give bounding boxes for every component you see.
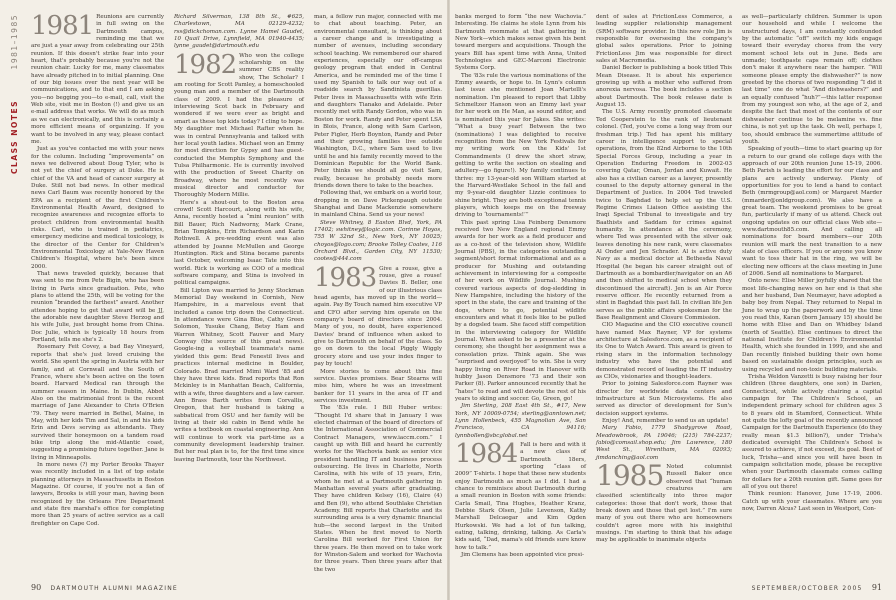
class-contact: Steve Whitney, 8 Easton Blvd, York, PA 17402; swhitney@logic.com. Corinne Hoyos, 755 W 32nd St., New York, NY 10025; choyos@logo.com; Brooke Tolley Coates, 116 Orchard Blvd., Garden City, NY 11530; cootes@444.com xyxy=(314,219,442,263)
class-contact: Richard Silverman, 138 8th St., #625, Charlestown, MA 02129-4232; rss@dickchoman.com. Lynne Hamel Gaudet, 10 Quail Drive, Lynnfield, MA 01940-4435; lynne_gaudet@dartmouth.edu xyxy=(174,14,304,50)
paragraph: Who won the college scholarship on the summer CBS reality show, The Scholar? I am rooting for Scott Pamley, a homeschooled young man and a member of the Dartmouth class of 2009. I had the pleasure of interviewing Scot back in February and wondered if we were ever as bright and smart as these top kids today? I cling to hope. My daughter met Michael Rafter when he was in central Pennsylvania and talked with her local youth ladies. Michael won an Emmy for most direction for Gypsy and has guest-conducted the Memphis Symphony and the Tulsa Philharmonic. He is currently involved with the production of Sweet Charity on Broadway, where he most recently was musical director and conductor for Thoroughly Modern Millie. xyxy=(174,52,304,199)
paragraph: Trisha Weldon Vanzetti is busy raising her four children (three daughters, one son) in Darien, Connecticut, while actively chairing a capital campaign for The Children's School, an independent primary school for children ages 3 to 8 years old in Stamford, Connecticut. While not quite the lofty goal of the recently announced Campaign for the Dartmouth Experience (do they really mean $1.3 billion?), under Trisha's dedicated oversight The Children's School is assured to achieve, if not exceed, its goal. Best of luck, Trisha—and since you will have been in campaign solicitation mode, please be receptive when your Dartmouth classmate comes calling for dollars for a 20th reunion gift. Same goes for all of you out there! xyxy=(742,373,882,490)
paragraph: Prior to joining Salesforce.com Rayner was director for worldwide data centers and infrastructure at Sun Microsystems. He also served as director of development for Sun's decision support systems. xyxy=(596,381,732,417)
paragraph: Following that, we embark on a world tour, dropping in on Dave Pickenpaugh outside Shanghai and Dane Mackenzie somewhere in mainland China. Send us your news! xyxy=(314,190,442,219)
column-1 xyxy=(31,11,164,528)
paragraph: Fall is here and with it a new class of Dartmouth 18ers, sporting “class of 2009” T-shirts. I hope that these new students enjoy Dartmouth as much as I did. I had a chance to reminisce about Dartmouth during a small reunion in Boston with some friends: Carla Smail, Tina Hughes, Heather Kranz, Debbie Stark Olsen, Julie Levenson, Kathy Marshall Delcaegar and Kim Ogden Hurkowski. We had a lot of fun talking, eating, talking, drinking, talking. As Carla's kids said, “Dad, mama's old friends sure know how to talk.” xyxy=(455,441,586,551)
paragraph: Reunions are currently in full swing on the Dartmouth campus, reminding me that we are just a year away from celebrating our 25th reunion. If this doesn't strike fear into your heart, that's probably because you're not the reunion chair. Lucky for me, many classmates have already pitched in to initial planning. One of our big issues over the next year will be communications, and to that end I am asking you—no begging you—to e-mail, call, visit the Web site, visit me in Boston (!) and give us an e-mail address that works. We will do as much as we can electronically, and this is certainly a more efficient means of organizing. If you want to be involved in any way, please contact me. xyxy=(31,14,164,145)
sidebar-years: 1981–1985 xyxy=(10,14,19,70)
column-6 xyxy=(742,14,882,513)
paragraph: Onto news: Elise Miller joyfully shared that the most life-changing news on her end is that she and her husband, Dan Neumayer, have adopted a baby boy from Nepal. They returned to Nepal in June to wrap up the paperwork and by the time you read this, Karan (born January 15) should be home with Elise and Dan on Whidbey Island (north of Seattle). Elise continues to direct the national Institute for Children's Environmental Health, which she founded in 1999, and she and Dan recently finished building their own home based on sustainable design principles, such as using recycled and non-toxic building materials. xyxy=(742,278,882,373)
paragraph: Rosemary Feit Covey, a bad Bay Vineyard, reports that she's just loved cruising the world. She spent the spring in Austria with her family, and at Cornwall and the South of France, where she's been active on the town board. Harvard Medical ran through the summer season in Maine. In Dublin, Abbot Also on the matrimonial front is the recent marriage of Jane Alexander to Chris O'Brien '79. They were married in Bethel, Maine, in May, with her kids Tim and Sal, in and his kids Erin and Devs serving as attendants. They survived their honeymoon on a tandem road bike trip along the mid-Atlantic coast, suggesting a promising future together. Jane is living in Minneapolis. xyxy=(31,344,164,461)
paragraph: That news traveled quickly, because that was sent to me from Pete Bigin, who has been living in Paris since graduation. Pete, who plans to attend the 25th, will be voting for the reunion “branded the farthest” award. Another attendee hoping to get that award will be JJ, the adorable new daughter Steve Herzog and his wife Julie, just brought home from China. Doc Julie, which is typically 18 hours from Portland, tells me she's 2. xyxy=(31,271,164,344)
paragraph: Daniel Becker is publishing a book titled This Mean Disease. It is about his experience growing up with a mother who suffered from anorexia nervosa. The book includes a section about Dartmouth. The book release date is August 15. xyxy=(596,65,732,109)
paragraph: Speaking of youth—time to start gearing up for a return to our grand ole college days with the approach of our 20th reunion June 15-19, 2006. Beth Parish is leading the effort for our class and plans are actively underway. Plenty of opportunities for you to lend a hand to contact Beth (mrmgroup@aol.com) or Margaret Marder (mmarder@onldgroup.com). We also have a great team. The weekend promises to be great fun, particularly if many of us attend. Check out ongoing updates on our official class Web site—www.dartmouth85.com. And calling all nominations for board members—our 20th reunion will mark the next transition to a new slate of class officers. If you or anyone you know want to toss their hat in the ring, we will be electing new officers at the class meeting in June of 2006. Send all nominations to Margaret. xyxy=(742,146,882,278)
paragraph: banks merged to form “the new Wachovia.” Interesting. He claims he stole Lynn from his Dartmouth roommate at that gathering in New York—which makes sense given his bent toward mergers and acquisitions. Though the years Bill has spent time with Anna, United Technologies and GEC-Marconi Electronic Systems Corp. xyxy=(455,14,586,72)
paragraph: as well—particularly children. Summer is upon our household and while I welcome the unstructured days, I am constantly confounded by the automatic “off” switch my kids engage toward their everyday chores from the very moment school lets out in June. Beds are unmade; toothpaste caps remain off; clothes don't make it anywhere near the hamper. “Will someone please empty the dishwasher?” is now greeted by the chorus of two responding “I did it last time” one do what “And dishwashers?” and an equally confused “huh?”—this latter response from my youngest son who, at the age of 2, and despite the fact that most of the contents of our dishwasher continue to be melamine vs. fine china, is not yet up the task. Oh well, perhaps I, too, should embrace the summertime attitude of youth. xyxy=(742,14,882,145)
paragraph: Here's a shout-out to the Boston area crowd! Scott Harcourt, along with his wife, Anna, recently hosted a “mini reunion” with Bill Bauer, Rich Nadworny, Mark Crane, Brian Tompkins, Erin Richardson and Karin Rothwell. A pre-wedding event was also attended by Joanne McMullen and George Huntington. Rick and Stina became parents last October, welcoming Isaac Tate into this world. Rick is working as COO of a medical software company, and Stina is involved in political campaigns. xyxy=(174,199,304,287)
paragraph: man, a fellow run major, connected with me to chat about teaching. Peter, an environmental consultant, is thinking about a career change and is investigating a number of avenues, including secondary school teaching. We remembered our shared experiences, especially our off-campus geology program that ended in Central America, and he reminded me of the time I used my Spanish to talk our way out of a roadside search by Sandinista guerillas. Peter lives in Massachusetts with wife Erin and daughters Tianako and Adelaide. Peter recently met with Randy Gordon, who was in Boston for work. Randy and Peter spent LSA in Blois, France, along with Sam Carlson, Peter Figler, Herb Boynton, Randy and Peter and their growing families live outside Washington, D.C., where Sam used to live until he and his family recently moved to the Dominican Republic for the World Bank. Peter thinks we should all go visit Sam, really, because he probably needs more friends down there to take to the beaches. xyxy=(314,14,442,189)
page-gutter xyxy=(447,0,450,600)
issue-date: SEPTEMBER/OCTOBER 2005 xyxy=(751,585,863,592)
column-2 xyxy=(174,14,304,464)
sidebar-label: CLASS NOTES xyxy=(10,100,19,174)
paragraph: The '83s rule the various nominations of the Emmy awards, or hope to. In Lynn's column last issue she mentioned Joan Martelli's nomination. I'm pleased to report that Libby Schmeltzer Hanson won an Emmy last year for her work on He Man, as sound editor, and is nominated this year for Jakes. She writes: “What a busy year! Between the two (nominations) I was delighted to receive recognition from the New York Festivals for my writing work on the Kids' 1st Commandments (I drew the short straw, getting to write the section on stealing and adultery—go figure!). My family continues to thrive: my 13-year-old son William started at the Harvard-Westlake School in the fall and my 9-year-old daughter Lizzie continues to shine bright. They are both exceptional tennis players, which keeps me on the freeway driving to ‘tournaments!’” xyxy=(455,72,586,219)
paragraph: Noted columnist Russell Baker once observed that “human creatures are classified scientifically into three major categories: those that don't work, those that break down and those that get lost.” I'm sure many of you out there who are homeowners couldn't agree more with his insightful musings. I'm starting to think that his adage may be applicable to inanimate objects xyxy=(596,463,732,544)
class-year-heading: 1985 xyxy=(596,458,664,492)
column-5 xyxy=(596,14,732,545)
column-4 xyxy=(455,14,586,559)
paragraph: The U.S. Army recently promoted classmate Ted Cooperstein to the rank of lieutenant colonel. (Ted, you've come a long way from our freshman trip.) Ted has spent his military career in intelligence support to special operations, from the 82nd Airborne to the 10th Special Forces Group, including a year in Operation Enduring Freedom in 2002-03 covering Qatar, Oman, Jordan and Kuwait. He also has a civilian career as a lawyer, presently counsel to the deputy attorney general in the Department of Justice. In 2004 Ted traveled twice to Baghdad to help set up the U.S. Regime Crimes Liaison Office assisting the Iraqi Special Tribunal to investigate and try Baathists and Saddam for crimes against humanity. In attendance at the ceremony, where Ted was presented with the silver oak leaves denoting his new rank, were classmates Al Onder and Jen Schrader. Al is active duty Navy as a medical doctor at Bethesda Naval Hospital (he began his career straight out of Dartmouth as a bombardier/navigator on an A6 and then shifted to medical school when they discontinued the aircraft). Jen is an Air Force reserve officer. He recently returned from a stint in Baghdad this past fall. In civilian life Jen serves as the public affairs spokesman for the Base Realignment and Closure Commission. xyxy=(596,109,732,322)
paragraph: Jim Clemens has been appointed vice presi- xyxy=(461,552,584,559)
class-year-heading: 1983 xyxy=(314,262,377,293)
paragraph: More stories to come about this fine service. Davies promises. Bear Stearns will miss him, where he was an investment banker for 11 years in the area of IT and services investment. xyxy=(314,368,442,404)
paragraph: The '83s rule. I Bill Huber writes: “Thought I'd share that in January I was elected chairman of the board of directors of the International Association of Commercial Contract Managers, www.iaccm.com.” I caught up with Bill and heard he currently works for the Wachovia bank as senior vice president handling IT and business process outsourcing. He lives in Charlotte, North Carolina, with his wife of 15 years, Erin, whom he met at a Dartmouth gathering in Manhattan several years after graduating. They have children Kelsey (16), Claire (4) and Ben (9), who attend Southlake Christian Academy. Bill reports that Charlotte and its surrounding area is a very dynamic financial hub—the second largest in the United States. When he first moved to North Carolina Bill worked for First Union for three years. He then moved on to take work for Winston-Salem and worked for Wachovia for three years. Then three years after that the two xyxy=(314,405,442,573)
paragraph: Give a rouse, give a rouse, give a rouse! Davies B. Beller, one of our illustrious class head agents, has moved up in the world—again. Pay By Touch named him executive VP and CFO after serving him operate on the company's board of directors since 2004. Many of you, no doubt, have experienced Davies' brand of influence when asked to give to Dartmouth on behalf of the class. So go on down to the local Piggly Wiggly grocery store and use your index finger to pay by touch! xyxy=(314,265,442,368)
class-year-heading: 1984 xyxy=(455,438,518,469)
column-3 xyxy=(314,14,442,574)
right-footer xyxy=(752,583,882,592)
class-year-heading: 1981 xyxy=(31,11,94,41)
magazine-title: DARTMOUTH ALUMNI MAGAZINE xyxy=(50,585,178,592)
class-year-heading: 1982 xyxy=(174,49,237,80)
paragraph: Just as you've contacted me with your news for the column. Including “improvements” on news we delivered about Doug Tyler, who is not yet the chief of surgery at Duke. He is chief of the VA and head of cancer surgery at Duke. Still not bad news. In other medical news Carl Baum was recently honored by the EPA as a recipient of the first Children's Environmental Health Award, designed to recognize awareness and recognize efforts to protect children from environmental health risks. Carl, who is trained in pediatrics, emergency medicine and medical toxicology, is the director of the Center for Children's Environmental Toxicology at Yale-New Haven Children's Hospital, where he's been since 2000. xyxy=(31,146,164,270)
paragraph: CIO Magazine and the CIO executive council have named Max Rayner, VP for systems architecture at Salesforce.com, as a recipient of its One to Watch Award. This award is given to rising stars in the information technology industry who have the potential and demonstrated record of leading the IT industry as CIOs, visionaries and thought-leaders. xyxy=(596,322,732,380)
paragraph: Bill Lipton was married to Jenny Stockman Memorial Day weekend in Cornish, New Hampshire, in a marvelous event that included a canoe trip down the Connecticut. In attendance were Gina Blue, Cathy Green Solomon, Yusuke Chang, Betsy Ham and Warren Whitney, Scott Fauver and Mary Conway (the source of this great news). Google-ing a volleyball teammate's name yielded this gem: Brad Fenestil lives and practices internal medicine in Boulder, Colorado. Brad married Mimi Ward '85 and they have three kids. Brad reports that Ron Mckinley is in Manhattan Beach, California, with a wife, three daughters and a law career. Ann Brass Barth writes from Corvallis, Oregon, that her husband is taking a sabbatical from OSU and her family will be living at their ski cabin in Bend while he writes a textbook on coastal engineering. Ann will continue to work via part-time as a community development leadership trainer. But her real plan is to, for the first time since leaving Dartmouth, tour the Northwest. xyxy=(174,287,304,463)
page-number: 91 xyxy=(871,583,882,592)
paragraph: dent of sales at FrictionLess Commerce, a leading supplier relationship management (SRM) software provider. In this new role Jim is responsible for overseeing the company's global sales operations. Prior to joining FrictionLess Jim was responsible for direct sales at Macromedia. xyxy=(596,14,732,65)
class-contact: Jim Sterling, 208 East 4th St., #17, New York, NY 10009-0754; sterling@anntown.net; Lynn Hollenbeck, 455 Magnolian Ave, San Francisco, CA 94116; lynnbollen@sbcglobal.net xyxy=(455,403,586,439)
paragraph: This past spring Lisa Feinberg Densmore received two New England regional Emmy awards for her work as a field producer and as a co-host of the television show, Wildlife Journal (PBS), in the categories outstanding segment/short format informational and as a producer for Mushing and outstanding achievement in interviewing for a composite of her work on Wildlife Journal. Mushing covered various aspects of dog-sledding in New Hampshire, including the history of the sport in the state, the care and training of the dogs, where to go, potential wildlife encounters and what it feels like to be pulled by a dogsled team. She faced stiff competition in the interviewing category for Wildlife Journal. When asked to be a presenter at the ceremony, she thought her assignment was a consolation prize. Think again. She was “surprised and overjoyed” to win. She is very happy living on River Road in Hanover with hubby Jason Densmore '73 and their son Parker (8). Parker announced recently that he “hates” to read and will devote the rest of his years to skiing and soccer. Go, Green, go! xyxy=(455,219,586,402)
page-number: 90 xyxy=(31,583,42,592)
class-contact: Mary Fabio, 1779 Shadygrove Road, Meadowbrook, PA 19046; (215) 784-2237; fabio@comsail.shop.edu; Jim Lawrence, 180 West St., Wrentham, MA 02093; jimdanching@aol.com xyxy=(596,425,732,461)
paragraph: Think reunion: Hanover, June 17-19, 2006. Catch up with your classmates. Where are you now, Darren Alcus? Last seen in Westport, Con- xyxy=(742,491,882,513)
paragraph: In more news (?) my Porter Brooks Thayer was recently included in a list of top estate planning attorneys in Massachusetts in Boston Magazine. Of course, if you're not a fan of lawyers, Brooks is still your man, having been recognized by the Orleans Fire Department and state fire marshal's office for completing more than 25 years of active service as a call firefighter on Cape Cod. xyxy=(31,461,164,527)
left-footer xyxy=(31,583,178,592)
paragraph: Enjoy! And, remember to send us an update! xyxy=(602,417,729,424)
class-notes-sidebar xyxy=(10,14,26,224)
